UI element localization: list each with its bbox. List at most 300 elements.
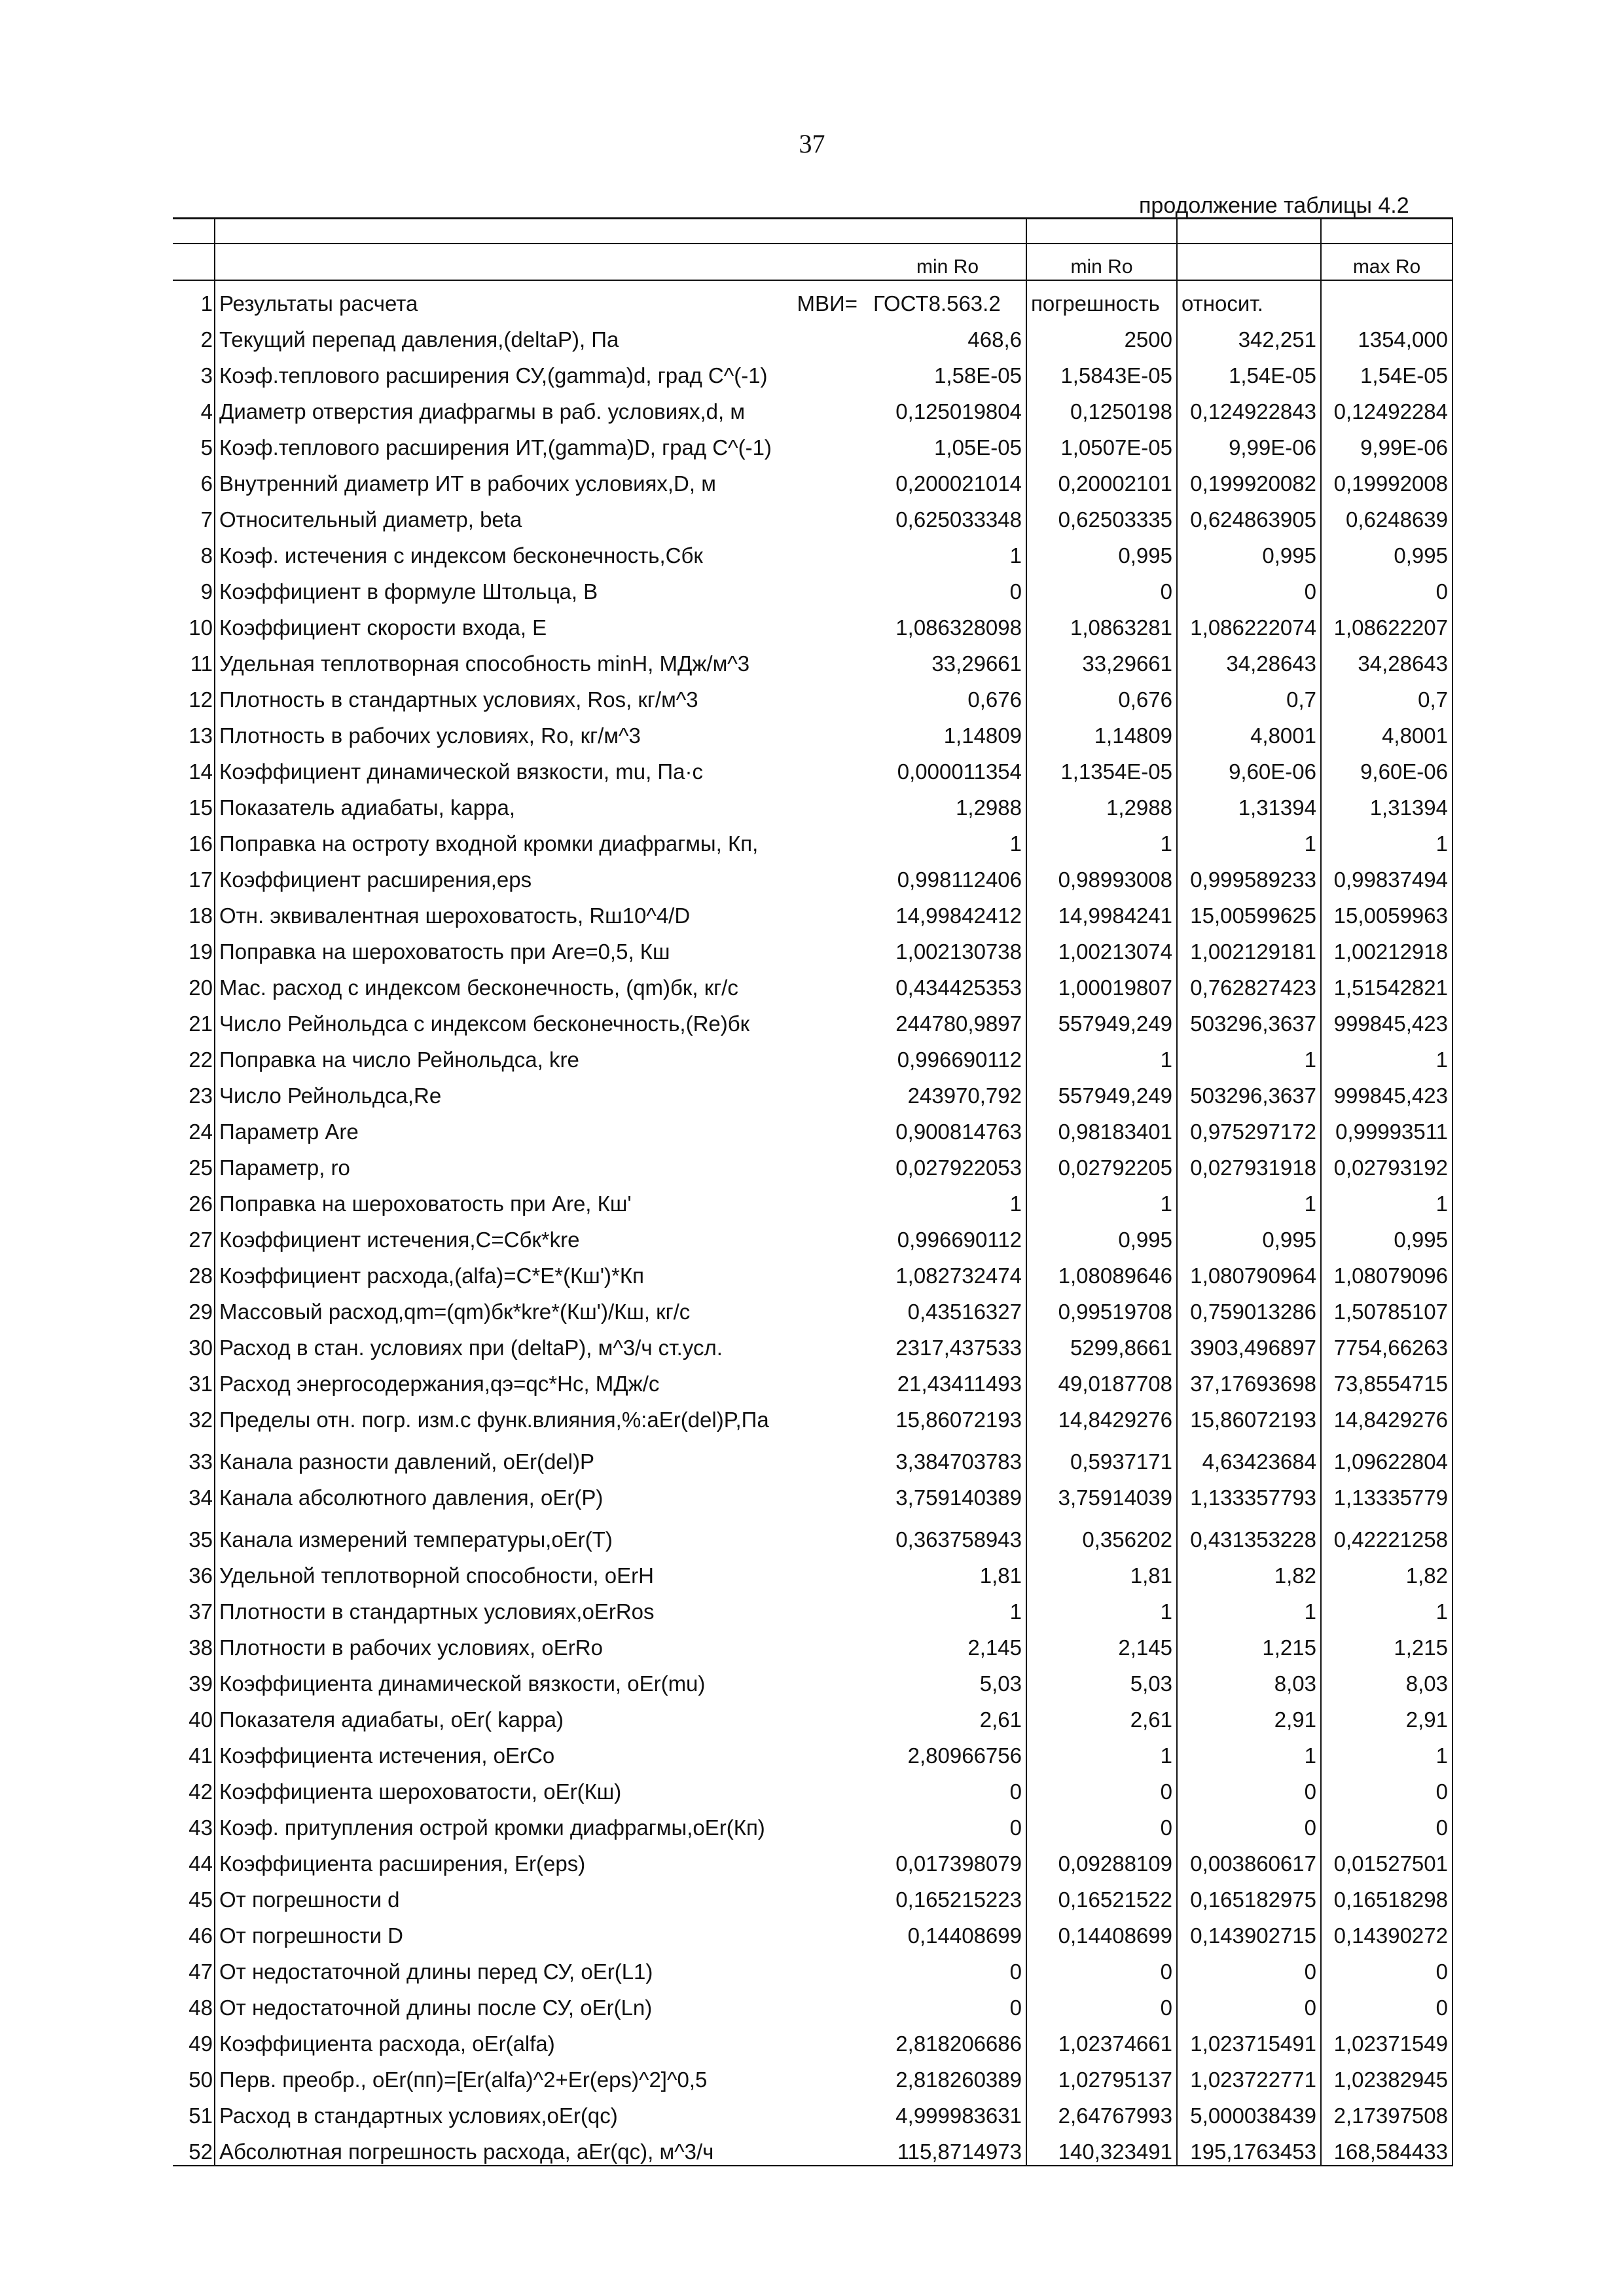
table-row (173, 857, 1453, 893)
table-row (173, 893, 1453, 929)
table-row (173, 2093, 1453, 2129)
row-value: погрешность (1026, 280, 1177, 317)
row-value: 168,584433 (1321, 2129, 1453, 2166)
row-value: 0,996690112 (869, 1217, 1026, 1253)
row-value: 557949,249 (1026, 1073, 1177, 1109)
table-row (173, 461, 1453, 497)
row-number: 28 (173, 1253, 215, 1289)
row-value: 2,61 (1026, 1697, 1177, 1733)
row-value: 1,31394 (1321, 785, 1453, 821)
table-row (173, 641, 1453, 677)
row-value: 244780,9897 (869, 1001, 1026, 1037)
table-row (173, 965, 1453, 1001)
row-value: 1 (1026, 1733, 1177, 1769)
row-value: 503296,3637 (1177, 1001, 1321, 1037)
row-value: 1 (1177, 1037, 1321, 1073)
row-value: 0,003860617 (1177, 1841, 1321, 1877)
row-number: 3 (173, 353, 215, 389)
row-value: 0 (1177, 1985, 1321, 2021)
row-number: 7 (173, 497, 215, 533)
row-value: 0,676 (1026, 677, 1177, 713)
mvi-label: МВИ= (797, 291, 857, 316)
row-value: 1,82 (1177, 1553, 1321, 1589)
row-value: 2,145 (1026, 1625, 1177, 1661)
row-value: 0,999589233 (1177, 857, 1321, 893)
row-value: 4,8001 (1177, 713, 1321, 749)
row-value: 33,29661 (1026, 641, 1177, 677)
row-value: 4,8001 (1321, 713, 1453, 749)
row-value: 1,002129181 (1177, 929, 1321, 965)
row-value: 503296,3637 (1177, 1073, 1321, 1109)
row-parameter: Удельной теплотворной способности, оЕrH (219, 1563, 654, 1588)
row-parameter: Коэффициент расширения,eps (219, 867, 532, 892)
row-value: 9,60E-06 (1177, 749, 1321, 785)
row-value: 1 (1177, 1733, 1321, 1769)
row-value: 1 (1026, 1037, 1177, 1073)
row-parameter: Поправка на шероховатость при Are, Кш' (219, 1192, 632, 1216)
row-value: 1 (1026, 1181, 1177, 1217)
table-row (173, 280, 1453, 317)
row-value: 0 (1026, 1949, 1177, 1985)
table-row (173, 1913, 1453, 1949)
row-value: 0,02793192 (1321, 1145, 1453, 1181)
row-parameter: Диаметр отверстия диафрагмы в раб. условиях,d, м (219, 399, 746, 424)
row-number: 31 (173, 1361, 215, 1397)
row-value: 1,54E-05 (1177, 353, 1321, 389)
table-row (173, 317, 1453, 353)
row-parameter: Коэф.теплового расширения СУ,(gamma)d, град С^(-1) (219, 363, 768, 388)
table-row (173, 1037, 1453, 1073)
row-value: 1,133357793 (1177, 1475, 1321, 1511)
row-value: 49,0187708 (1026, 1361, 1177, 1397)
row-value: 2317,437533 (869, 1325, 1026, 1361)
row-parameter: Массовый расход,qm=(qm)бк*kre*(Кш')/Кш, кг/с (219, 1300, 691, 1324)
row-value: 5,000038439 (1177, 2093, 1321, 2129)
row-value: 0,62503335 (1026, 497, 1177, 533)
row-value: 0,165215223 (869, 1877, 1026, 1913)
table-row (173, 389, 1453, 425)
table-row (173, 353, 1453, 389)
row-number: 4 (173, 389, 215, 425)
table-row (173, 1475, 1453, 1511)
row-parameter: Коэффициент расхода,(alfa)=С*Е*(Кш')*Кп (219, 1264, 644, 1288)
row-value: 1,08079096 (1321, 1253, 1453, 1289)
row-value: 1,00213074 (1026, 929, 1177, 965)
row-value: 4,63423684 (1177, 1433, 1321, 1475)
row-value: 1,81 (1026, 1553, 1177, 1589)
row-value: 4,999983631 (869, 2093, 1026, 2129)
row-parameter: Расход энергосодержания,qэ=qc*Hc, МДж/с (219, 1372, 660, 1396)
row-parameter: Канала разности давлений, оЕr(del)P (219, 1449, 594, 1474)
row-value: 2,91 (1177, 1697, 1321, 1733)
row-parameter: Текущий перепад давления,(deltaP), Па (219, 327, 619, 352)
row-parameter: Коэффициента шероховатости, оЕr(Кш) (219, 1779, 622, 1804)
row-parameter: Коэффициент скорости входа, Е (219, 615, 547, 640)
row-parameter: Плотности в стандартных условиях,оЕrRos (219, 1599, 655, 1624)
row-value: 0,995 (1177, 533, 1321, 569)
row-number: 30 (173, 1325, 215, 1361)
row-value: 15,86072193 (869, 1397, 1026, 1433)
row-value: 33,29661 (869, 641, 1026, 677)
header-spacer-row (173, 219, 1453, 244)
row-parameter: Коэф. истечения с индексом бесконечность,Сбк (219, 543, 703, 568)
row-value: 0,624863905 (1177, 497, 1321, 533)
row-parameter: Относительный диаметр, beta (219, 507, 522, 532)
column-header: min Ro (869, 244, 1026, 280)
table-row (173, 1109, 1453, 1145)
row-number: 17 (173, 857, 215, 893)
row-parameter: Внутренний диаметр ИТ в рабочих условиях,D, м (219, 471, 716, 496)
row-number: 24 (173, 1109, 215, 1145)
row-value: 0,900814763 (869, 1109, 1026, 1145)
row-value: 1,023722771 (1177, 2057, 1321, 2093)
row-value: 0,995 (1321, 1217, 1453, 1253)
row-value: 0 (869, 569, 1026, 605)
row-number: 35 (173, 1511, 215, 1553)
row-value: 1 (1321, 1733, 1453, 1769)
row-value: 34,28643 (1177, 641, 1321, 677)
row-number: 5 (173, 425, 215, 461)
row-value: 3,759140389 (869, 1475, 1026, 1511)
row-number: 43 (173, 1805, 215, 1841)
row-number: 33 (173, 1433, 215, 1475)
table-row (173, 1553, 1453, 1589)
row-value: 8,03 (1321, 1661, 1453, 1697)
row-number: 36 (173, 1553, 215, 1589)
row-value: 73,8554715 (1321, 1361, 1453, 1397)
row-parameter: Поправка на число Рейнольдса, kre (219, 1048, 579, 1072)
row-number: 47 (173, 1949, 215, 1985)
row-value: 140,323491 (1026, 2129, 1177, 2166)
row-value: 0,998112406 (869, 857, 1026, 893)
row-parameter: Показатель адиабаты, kappa, (219, 795, 516, 820)
row-value: 0 (1026, 1805, 1177, 1841)
row-value: 1,13335779 (1321, 1475, 1453, 1511)
row-value: 2,80966756 (869, 1733, 1026, 1769)
row-value: 0,996690112 (869, 1037, 1026, 1073)
row-value: 1,02382945 (1321, 2057, 1453, 2093)
row-value: 1354,000 (1321, 317, 1453, 353)
row-number: 8 (173, 533, 215, 569)
table-row (173, 749, 1453, 785)
row-value: 0,98183401 (1026, 1109, 1177, 1145)
row-value: 34,28643 (1321, 641, 1453, 677)
row-value: 999845,423 (1321, 1001, 1453, 1037)
row-value: 0 (1026, 1985, 1177, 2021)
table-row (173, 1217, 1453, 1253)
table-row (173, 1361, 1453, 1397)
row-value: 1,09622804 (1321, 1433, 1453, 1475)
row-parameter: Коэффициент динамической вязкости, mu, Па·с (219, 759, 703, 784)
row-value: 0 (1321, 1769, 1453, 1805)
header-row (173, 244, 1453, 280)
row-number: 16 (173, 821, 215, 857)
row-value: 1,82 (1321, 1553, 1453, 1589)
row-value: 1 (1026, 1589, 1177, 1625)
row-value: 0,995 (1026, 1217, 1177, 1253)
column-header: max Ro (1321, 244, 1453, 280)
column-header: min Ro (1026, 244, 1177, 280)
table-continuation-label: продолжение таблицы 4.2 (1139, 193, 1409, 218)
row-number: 19 (173, 929, 215, 965)
table-row (173, 1073, 1453, 1109)
calculation-table (173, 217, 1453, 2166)
row-value: 1,023715491 (1177, 2021, 1321, 2057)
row-value: 0,363758943 (869, 1511, 1026, 1553)
row-number: 12 (173, 677, 215, 713)
row-value: 21,43411493 (869, 1361, 1026, 1397)
row-value: 1,08089646 (1026, 1253, 1177, 1289)
row-value: 0,762827423 (1177, 965, 1321, 1001)
row-value: 1 (1321, 1589, 1453, 1625)
row-value: 0,975297172 (1177, 1109, 1321, 1145)
row-number: 18 (173, 893, 215, 929)
row-parameter: Показателя адиабаты, оЕr( kappa) (219, 1707, 564, 1732)
row-value: 0,676 (869, 677, 1026, 713)
table-row (173, 569, 1453, 605)
row-number: 6 (173, 461, 215, 497)
row-value: 0 (1177, 1769, 1321, 1805)
row-value: 15,0059963 (1321, 893, 1453, 929)
row-number: 26 (173, 1181, 215, 1217)
row-value: 0,431353228 (1177, 1511, 1321, 1553)
table-row (173, 1397, 1453, 1433)
row-value: 0,09288109 (1026, 1841, 1177, 1877)
row-value: 1,0863281 (1026, 605, 1177, 641)
row-number: 15 (173, 785, 215, 821)
row-value: 1 (1321, 1037, 1453, 1073)
row-value: 0,759013286 (1177, 1289, 1321, 1325)
row-number: 45 (173, 1877, 215, 1913)
row-value: 1,02795137 (1026, 2057, 1177, 2093)
table-row (173, 1841, 1453, 1877)
row-number: 23 (173, 1073, 215, 1109)
row-value: 1,215 (1321, 1625, 1453, 1661)
row-value: 0,14408699 (869, 1913, 1026, 1949)
row-value: 0,14408699 (1026, 1913, 1177, 1949)
row-value: 1,086328098 (869, 605, 1026, 641)
row-parameter: Удельная теплотворная способность minH, МДж/м^3 (219, 651, 750, 676)
row-parameter: Расход в стан. условиях при (deltaP), м^3/ч ст.усл. (219, 1336, 723, 1360)
row-value: 1,00019807 (1026, 965, 1177, 1001)
row-parameter: Канала измерений температуры,оЕr(T) (219, 1527, 613, 1552)
row-value: 9,99E-06 (1321, 425, 1453, 461)
row-label: Результаты расчета (219, 291, 418, 316)
row-value: 0,12492284 (1321, 389, 1453, 425)
row-value: 1,5843E-05 (1026, 353, 1177, 389)
row-value: 0,434425353 (869, 965, 1026, 1001)
row-number: 39 (173, 1661, 215, 1697)
row-value: 5,03 (1026, 1661, 1177, 1697)
row-value: 0 (869, 1949, 1026, 1985)
table-row (173, 2057, 1453, 2093)
row-value: 0,200021014 (869, 461, 1026, 497)
row-value: 1,14809 (869, 713, 1026, 749)
row-number: 52 (173, 2129, 215, 2166)
row-parameter (215, 280, 869, 317)
table-row (173, 1001, 1453, 1037)
row-value: 0 (1321, 1949, 1453, 1985)
row-value: 15,86072193 (1177, 1397, 1321, 1433)
row-value: 1,0507E-05 (1026, 425, 1177, 461)
row-number: 29 (173, 1289, 215, 1325)
row-parameter: От недостаточной длины перед СУ, оЕr(L1) (219, 1959, 653, 1984)
row-value: 0,625033348 (869, 497, 1026, 533)
row-value: 0,356202 (1026, 1511, 1177, 1553)
row-number: 51 (173, 2093, 215, 2129)
row-value: 0,98993008 (1026, 857, 1177, 893)
row-parameter: Абсолютная погрешность расхода, aEr(qc), м^3/ч (215, 2129, 869, 2166)
row-value (1321, 280, 1453, 317)
table-row (173, 1805, 1453, 1841)
row-value: 1,2988 (1026, 785, 1177, 821)
row-parameter: Поправка на остроту входной кромки диафрагмы, Кп, (219, 831, 759, 856)
table-row (173, 1697, 1453, 1733)
row-number: 49 (173, 2021, 215, 2057)
row-value: 0 (1026, 1769, 1177, 1805)
row-value: 2,17397508 (1321, 2093, 1453, 2129)
row-value: 0,16521522 (1026, 1877, 1177, 1913)
row-value: 1,00212918 (1321, 929, 1453, 965)
row-value: 0,1250198 (1026, 389, 1177, 425)
row-value: 342,251 (1177, 317, 1321, 353)
row-value: 0,01527501 (1321, 1841, 1453, 1877)
row-value: 1 (1321, 821, 1453, 857)
row-number: 46 (173, 1913, 215, 1949)
table-row (173, 1733, 1453, 1769)
row-parameter: Коэффициент истечения,С=Сбк*kre (219, 1228, 580, 1252)
row-value: 1,02371549 (1321, 2021, 1453, 2057)
row-value: 999845,423 (1321, 1073, 1453, 1109)
row-value: 0,124922843 (1177, 389, 1321, 425)
row-parameter: Коэффициента динамической вязкости, оЕr(mu) (219, 1671, 706, 1696)
table-row (173, 533, 1453, 569)
row-value: 0,027922053 (869, 1145, 1026, 1181)
row-value: 1,1354E-05 (1026, 749, 1177, 785)
table-row (173, 1511, 1453, 1553)
row-value: 3,384703783 (869, 1433, 1026, 1475)
row-value: 0,6248639 (1321, 497, 1453, 533)
row-value: 1,54E-05 (1321, 353, 1453, 389)
row-value: 0,995 (1321, 533, 1453, 569)
row-value: 0,017398079 (869, 1841, 1026, 1877)
row-parameter: Число Рейнольдса с индексом бесконечность,(Re)бк (219, 1011, 750, 1036)
row-value: 0 (1177, 569, 1321, 605)
row-value: 1,02374661 (1026, 2021, 1177, 2057)
row-number: 48 (173, 1985, 215, 2021)
row-value: 2,818260389 (869, 2057, 1026, 2093)
row-number: 1 (173, 280, 215, 317)
row-value: 37,17693698 (1177, 1361, 1321, 1397)
row-value: 1,080790964 (1177, 1253, 1321, 1289)
row-value: 14,8429276 (1026, 1397, 1177, 1433)
table-row (173, 785, 1453, 821)
row-value: 1 (869, 821, 1026, 857)
row-value: 0,99837494 (1321, 857, 1453, 893)
column-header (1177, 244, 1321, 280)
row-value: 14,9984241 (1026, 893, 1177, 929)
row-value: 195,1763453 (1177, 2129, 1321, 2166)
row-value: 1,08622207 (1321, 605, 1453, 641)
row-number: 34 (173, 1475, 215, 1511)
row-value: 2,91 (1321, 1697, 1453, 1733)
table-row (173, 821, 1453, 857)
row-value: 0 (869, 1805, 1026, 1841)
row-parameter: Коэффициента расширения, Er(eps) (219, 1851, 586, 1876)
row-value: относит. (1177, 280, 1321, 317)
row-number: 27 (173, 1217, 215, 1253)
table-row (173, 1145, 1453, 1181)
row-parameter: От недостаточной длины после СУ, оЕr(Ln) (219, 1995, 653, 2020)
row-parameter: Пределы отн. погр. изм.с функ.влияния,%:aEr(del)P,Па (219, 1408, 769, 1432)
row-value: 0 (869, 1769, 1026, 1805)
row-value: 0 (1177, 1949, 1321, 1985)
row-parameter: Мас. расход с индексом бесконечность, (qm)бк, кг/с (219, 975, 738, 1000)
row-value: 0,16518298 (1321, 1877, 1453, 1913)
row-value: 1,50785107 (1321, 1289, 1453, 1325)
row-value: 7754,66263 (1321, 1325, 1453, 1361)
row-value: 115,8714973 (869, 2129, 1026, 2166)
row-value: 1 (869, 1181, 1026, 1217)
row-value: 1 (869, 533, 1026, 569)
row-value: 1 (1177, 1589, 1321, 1625)
table-row (173, 1289, 1453, 1325)
row-number: 9 (173, 569, 215, 605)
row-value: 1,81 (869, 1553, 1026, 1589)
row-value: 2,818206686 (869, 2021, 1026, 2057)
table-row (173, 677, 1453, 713)
row-value: 5,03 (869, 1661, 1026, 1697)
row-parameter: Расход в стандартных условиях,оЕr(qc) (219, 2104, 618, 2128)
row-value: 1,086222074 (1177, 605, 1321, 641)
table-row (173, 1325, 1453, 1361)
row-number: 22 (173, 1037, 215, 1073)
row-value: 1,002130738 (869, 929, 1026, 965)
table-row (173, 425, 1453, 461)
table-row (173, 1661, 1453, 1697)
row-value: 468,6 (869, 317, 1026, 353)
table-row (173, 1253, 1453, 1289)
row-value: 0,02792205 (1026, 1145, 1177, 1181)
table-row (173, 2129, 1453, 2166)
row-parameter: Поправка на шероховатость при Are=0,5, Кш (219, 939, 670, 964)
row-value: 0,995 (1177, 1217, 1321, 1253)
row-value: 0,027931918 (1177, 1145, 1321, 1181)
row-value: 0,20002101 (1026, 461, 1177, 497)
row-value: 0,165182975 (1177, 1877, 1321, 1913)
table-row (173, 1181, 1453, 1217)
row-number: 14 (173, 749, 215, 785)
page-number: 37 (799, 129, 825, 158)
row-parameter: От погрешности d (219, 1887, 400, 1912)
row-value: 0 (1321, 569, 1453, 605)
row-value: 0,5937171 (1026, 1433, 1177, 1475)
row-value: 1,2988 (869, 785, 1026, 821)
row-value: 243970,792 (869, 1073, 1026, 1109)
row-parameter: От погрешности D (219, 1923, 404, 1948)
row-value: 1 (1177, 821, 1321, 857)
row-value: 15,00599625 (1177, 893, 1321, 929)
row-value: 0,000011354 (869, 749, 1026, 785)
table-row (173, 1589, 1453, 1625)
row-parameter: Коэффициента расхода, оЕr(alfa) (219, 2032, 555, 2056)
row-value: 3,75914039 (1026, 1475, 1177, 1511)
row-number: 40 (173, 1697, 215, 1733)
row-value: 1,14809 (1026, 713, 1177, 749)
row-value: 0,995 (1026, 533, 1177, 569)
row-value: 14,99842412 (869, 893, 1026, 929)
row-value: 3903,496897 (1177, 1325, 1321, 1361)
